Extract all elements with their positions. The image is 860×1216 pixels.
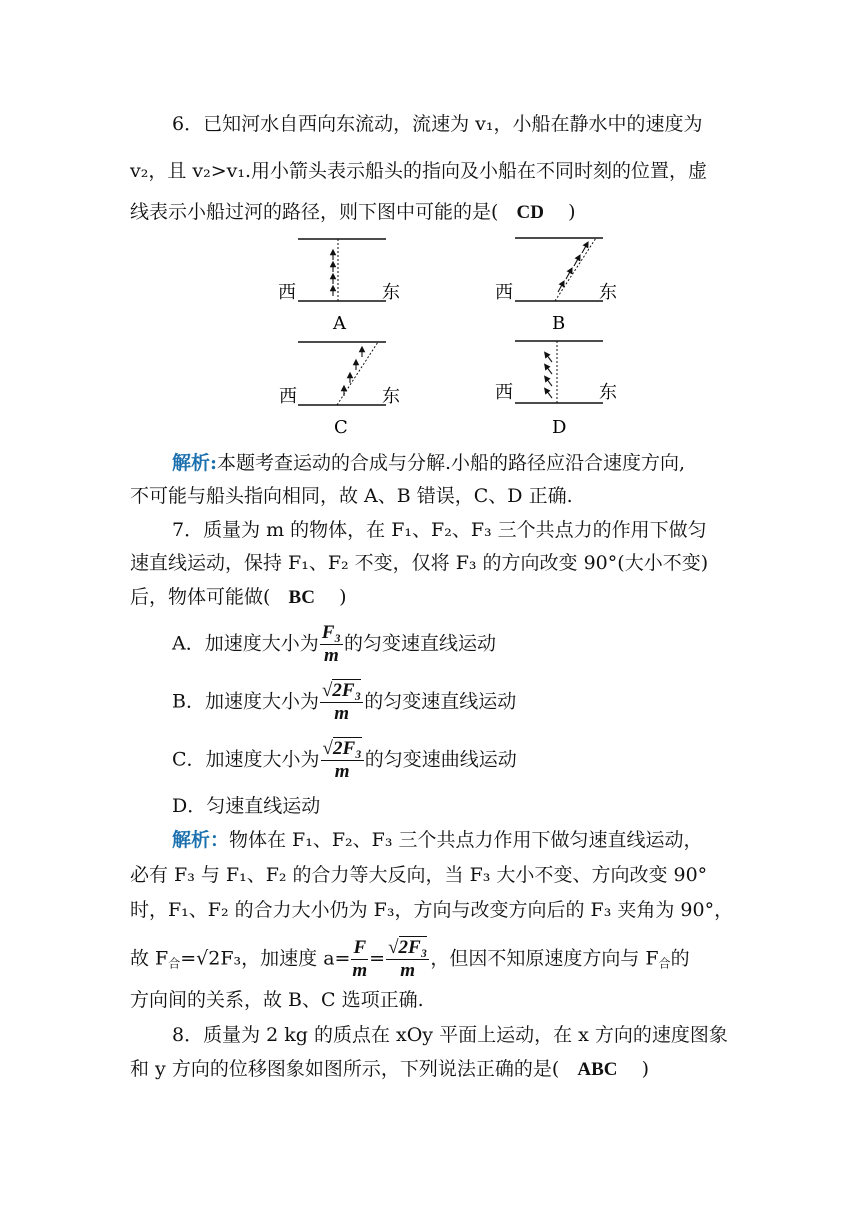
q7-jiexi-line4: 故 $F_合=√2F_3$，加速度 a= $\frac{F}{m}$ = $\frac{\text{√2F₃}}{m}$ ，但因不知原速度方向与 $F_合$的 — [130, 937, 690, 981]
q7-answer: BC — [288, 587, 315, 608]
q7-jiexi-line3: 时，F₁、F₂ 的合力大小仍为 F₃，方向与改变方向后的 F₃ 夹角为 90°， — [130, 899, 734, 921]
q6-jiexi-line2: 不可能与船头指向相同，故 A、B 错误，C、D 正确. — [130, 485, 573, 507]
q7-option-d: D．匀速直线运动 — [172, 795, 321, 817]
diagram-d-east: 东 — [599, 382, 617, 403]
q8-stem-line1: 8．质量为 2 kg 的质点在 xOy 平面上运动，在 x 方向的速度图象 — [172, 1024, 728, 1046]
q7-stem-line2: 速直线运动，保持 F₁、F₂ 不变，仅将 F₃ 的方向改变 90°(大小不变) — [130, 552, 709, 574]
q7-jiexi-line1: 解析：物体在 F₁、F₂、F₃ 三个共点力作用下做匀速直线运动， — [172, 829, 703, 851]
diagram-a — [278, 239, 400, 334]
diagram-d — [495, 341, 617, 438]
q7-stem-line1: 7．质量为 m 的物体，在 F₁、F₂、F₃ 三个共点力的作用下做匀 — [172, 519, 707, 541]
q6-jiexi-line1: 解析:本题考查运动的合成与分解.小船的路径应沿合速度方向, — [172, 452, 686, 474]
diagram-b-east: 东 — [599, 282, 617, 303]
diagram-b — [495, 238, 617, 334]
q6-stem-line2: v₂，且 v₂>v₁.用小箭头表示船头的指向及小船在不同时刻的位置，虚 — [130, 160, 708, 182]
diagram-a-east: 东 — [382, 282, 400, 303]
diagram-c-west: 西 — [279, 386, 297, 407]
q6-stem-line3: 线表示小船过河的路径，则下图中可能的是( CD ) — [130, 201, 576, 223]
q7-option-a: A．加速度大小为 $\frac{\text{F₃}}{m}$ 的匀变速直线运动 — [172, 622, 497, 666]
diagram-a-label: A — [333, 313, 346, 334]
q6-answer: CD — [516, 202, 544, 223]
q7-jiexi-label: 解析： — [172, 829, 230, 851]
q7-jiexi-line5: 方向间的关系，故 B、C 选项正确. — [130, 989, 424, 1011]
q6-stem-line1: 6．已知河水自西向东流动，流速为 v₁，小船在静水中的速度为 — [172, 113, 703, 135]
q7-stem-line3: 后，物体可能做( BC ) — [130, 586, 347, 608]
q8-answer: ABC — [577, 1059, 618, 1080]
diagram-c-east: 东 — [382, 386, 400, 407]
diagram-d-label: D — [552, 417, 567, 438]
q7-option-c: C．加速度大小为 $\frac{\text{√2F₃}}{m}$ 的匀变速曲线运动 — [172, 738, 517, 782]
q7-option-b: B．加速度大小为 $\frac{\text{√2F₃}}{m}$ 的匀变速直线运动 — [172, 680, 517, 724]
diagram-c — [279, 342, 400, 438]
diagram-c-label: C — [334, 417, 348, 438]
diagram-b-west: 西 — [495, 282, 513, 303]
q6-jiexi-label: 解析: — [172, 452, 218, 474]
q6-figure — [0, 0, 860, 440]
diagram-d-west: 西 — [495, 382, 513, 403]
diagram-a-west: 西 — [278, 282, 296, 303]
q7-jiexi-line2: 必有 F₃ 与 F₁、F₂ 的合力等大反向，当 F₃ 大小不变、方向改变 90° — [130, 864, 708, 886]
diagram-b-label: B — [552, 313, 566, 334]
q8-stem-line2: 和 y 方向的位移图象如图所示，下列说法正确的是( ABC ) — [130, 1058, 650, 1080]
